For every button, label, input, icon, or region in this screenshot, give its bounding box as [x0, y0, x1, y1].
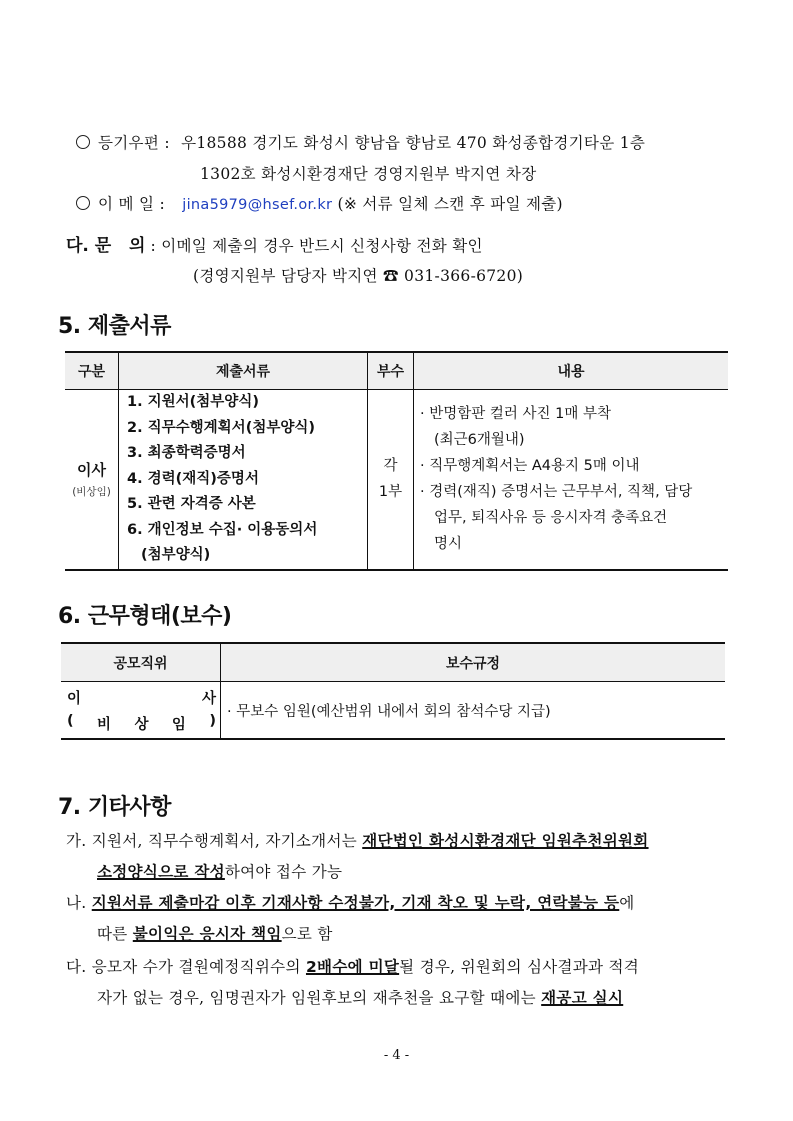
inquiry-label: 다. 문 의	[66, 236, 146, 256]
email-note: (※ 서류 일체 스캔 후 파일 제출)	[337, 195, 563, 213]
header-pay-rule: 보수규정	[221, 643, 726, 682]
content-line: 업무, 퇴직사유 등 응시자격 충족요건	[434, 510, 668, 527]
position-char: 임	[171, 716, 186, 733]
document-item: 1. 지원서(첨부양식)	[127, 394, 259, 410]
mail-address-2: 1302호 화성시환경재단 경영지원부 박지연 차장	[200, 165, 537, 183]
content-cell	[414, 390, 729, 570]
item-ga-line-2	[97, 860, 342, 882]
emphasis-text: 2배수에 미달	[305, 958, 400, 976]
email-link[interactable]: jina5979@hsef.or.kr	[182, 197, 333, 213]
item-text: 나.	[66, 894, 92, 912]
position-char: )	[209, 712, 216, 729]
content-line: · 반명함판 컬러 사진 1매 부착	[420, 406, 611, 423]
item-text: 하여야 접수 가능	[224, 863, 343, 881]
document-item: (첨부양식)	[141, 547, 211, 563]
position-line-1	[67, 687, 216, 708]
emphasis-text: 지원서류 제출마감 이후 기재사항 수정불가, 기재 착오 및 누락, 연락불능 등	[91, 894, 620, 912]
section-5-title: 5. 제출서류	[58, 314, 171, 339]
document-item: 3. 최종학력증명서	[127, 445, 246, 461]
item-text: 될 경우, 위원회의 심사결과과 적격	[399, 958, 640, 976]
header-copies: 부수	[368, 352, 414, 390]
position-char: (	[67, 712, 74, 729]
inquiry-detail: (경영지원부 담당자 박지연 ☎ 031-366-6720)	[193, 267, 524, 285]
section-7-title: 7. 기타사항	[58, 795, 171, 820]
email-label: 이 메 일 :	[98, 195, 166, 213]
position-char: 비	[97, 716, 112, 733]
content-line: · 경력(재직) 증명서는 근무부서, 직책, 담당	[420, 484, 693, 501]
item-text: 으로 함	[281, 925, 333, 943]
header-content: 내용	[414, 352, 729, 390]
position-line-2	[67, 713, 216, 734]
header-position: 공모직위	[61, 643, 221, 682]
mail-address-1: 우18588 경기도 화성시 향남읍 향남로 470 화성종합경기타운 1층	[181, 134, 646, 152]
copies-cell	[368, 390, 414, 570]
category-cell	[65, 390, 119, 570]
item-na-line-1	[66, 891, 635, 913]
content-line: · 직무행계획서는 A4용지 5매 이내	[420, 458, 640, 475]
pay-rule-cell: · 무보수 임원(예산범위 내에서 회의 참석수당 지급)	[221, 682, 726, 740]
item-text: 에	[619, 894, 635, 912]
category-label: 이사	[77, 461, 106, 480]
emphasis-text: 재공고 실시	[541, 989, 624, 1007]
copies-line-2: 1부	[378, 484, 403, 501]
content-line: (최근6개월내)	[434, 432, 525, 449]
document-item: 2. 직무수행계획서(첨부양식)	[127, 419, 315, 436]
documents-cell	[119, 390, 368, 570]
inquiry-text: : 이메일 제출의 경우 반드시 신청사항 전화 확인	[150, 237, 483, 255]
content-line: 명시	[434, 536, 463, 553]
circle-bullet-icon	[76, 196, 90, 210]
emphasis-text: 불이익은 응시자 책임	[132, 925, 282, 943]
mail-label: 등기우편 :	[98, 134, 170, 152]
item-text: 자가 없는 경우, 임명권자가 임원후보의 재추천을 요구할 때에는	[97, 989, 542, 1007]
mail-line-1	[76, 131, 645, 153]
emphasis-text: 소정양식으로 작성	[97, 863, 225, 881]
circle-bullet-icon	[76, 135, 90, 149]
emphasis-text: 재단법인 화성시환경재단 임원추천위원회	[362, 832, 649, 850]
compensation-table	[61, 642, 725, 740]
item-ga-line-1	[66, 829, 649, 851]
email-line	[76, 192, 563, 214]
document-item: 5. 관련 자격증 사본	[127, 496, 256, 512]
document-item: 6. 개인정보 수집· 이용동의서	[127, 521, 318, 538]
item-da-line-1	[66, 955, 639, 977]
position-char: 이	[67, 690, 82, 707]
documents-table	[65, 351, 728, 571]
item-na-line-2	[97, 922, 333, 944]
position-cell	[61, 682, 221, 740]
document-item: 4. 경력(재직)증명서	[127, 470, 259, 487]
item-text: 가. 지원서, 직무수행계획서, 자기소개서는	[66, 832, 363, 850]
section-6-title: 6. 근무형태(보수)	[58, 604, 232, 629]
category-sub: (비상임)	[72, 486, 111, 499]
position-char: 사	[201, 690, 216, 707]
inquiry-line	[66, 231, 483, 256]
item-text: 따른	[97, 925, 133, 943]
copies-line-1: 각	[383, 458, 398, 475]
item-text: 다. 응모자 수가 결원예정직위수의	[66, 958, 306, 976]
header-documents: 제출서류	[119, 352, 368, 390]
page-number: - 4 -	[383, 1048, 410, 1063]
header-category: 구분	[65, 352, 119, 390]
position-char: 상	[134, 716, 149, 733]
item-da-line-2	[97, 986, 623, 1008]
